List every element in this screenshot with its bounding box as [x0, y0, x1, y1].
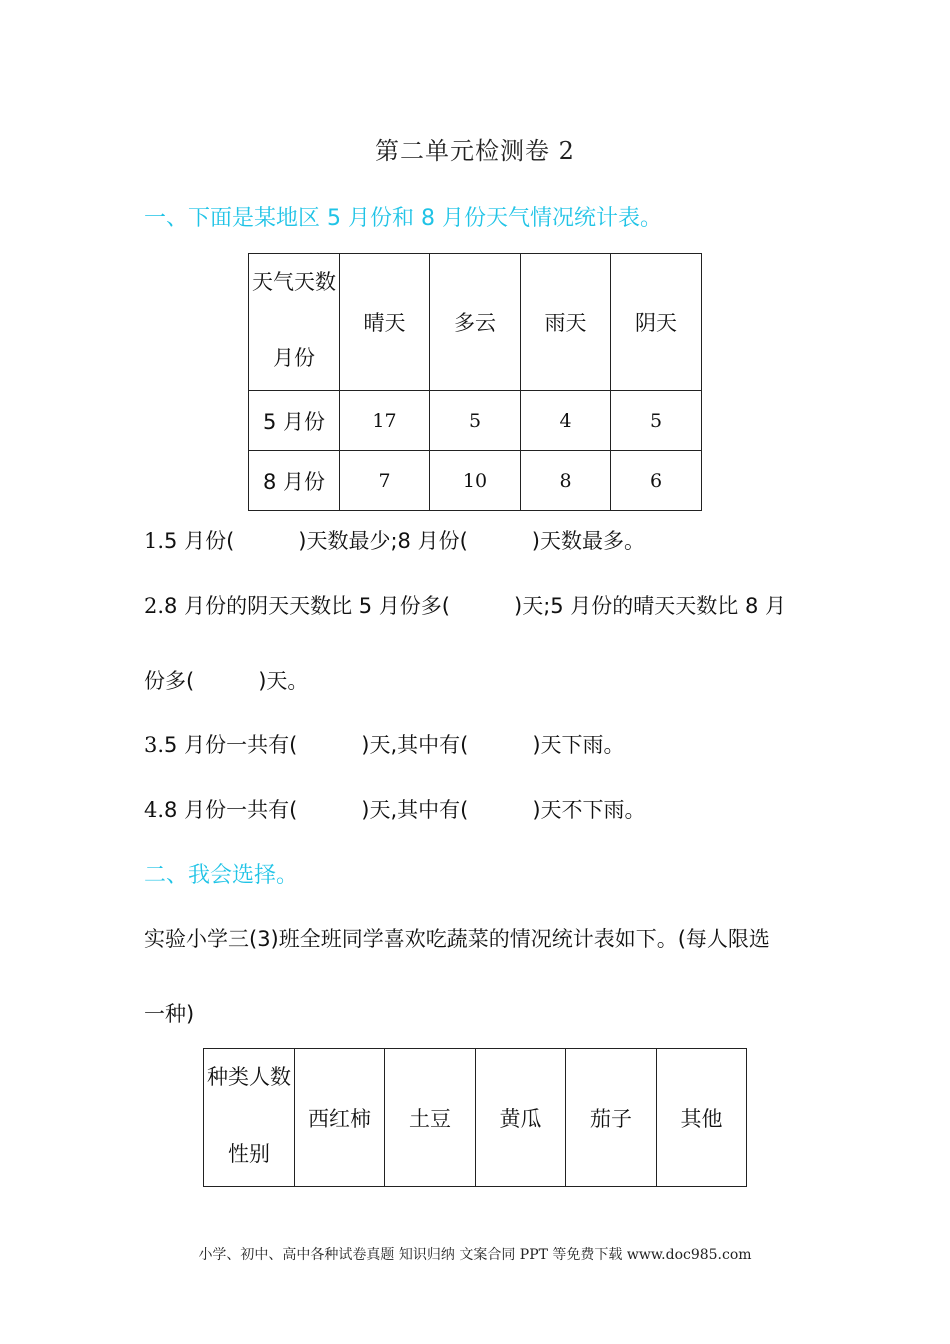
- header-cloudy: 多云: [430, 254, 521, 391]
- section-2-intro-continued: 一种): [144, 1002, 195, 1026]
- section-1-heading: 一、下面是某地区 5 月份和 8 月份天气情况统计表。: [144, 206, 662, 231]
- cell-may-cloudy: 5: [430, 391, 521, 451]
- page-title: 第二单元检测卷 2: [375, 137, 575, 165]
- cell-may-rainy: 4: [521, 391, 611, 451]
- question-number: 3.: [144, 733, 165, 757]
- cell-aug-cloudy: 10: [430, 451, 521, 511]
- corner-bottom-label: 性别: [228, 1142, 270, 1166]
- weather-table-corner-cell: [249, 254, 340, 391]
- header-potato: 土豆: [385, 1049, 476, 1187]
- section-2-intro: 实验小学三(3)班全班同学喜欢吃蔬菜的情况统计表如下。(每人限选: [144, 927, 770, 951]
- cell-aug-overcast: 6: [611, 451, 702, 511]
- question-number: 1.: [144, 529, 165, 553]
- question-number: 2.: [144, 594, 165, 618]
- corner-top-label: 天气天数: [252, 270, 336, 294]
- header-eggplant: 茄子: [566, 1049, 657, 1187]
- question-2-continued: 份多( )天。: [144, 669, 309, 693]
- header-tomato: 西红柿: [295, 1049, 385, 1187]
- header-cucumber: 黄瓜: [476, 1049, 566, 1187]
- weather-table: [248, 253, 702, 511]
- row-label-may: 5 月份: [249, 391, 340, 451]
- question-3: 3.5 月份一共有( )天,其中有( )天下雨。: [144, 733, 625, 757]
- vegetable-table: [203, 1048, 747, 1187]
- question-number: 4.: [144, 798, 165, 822]
- table-row: [249, 391, 702, 451]
- weather-table-header-row: [249, 254, 702, 391]
- corner-top-label: 种类人数: [207, 1065, 291, 1089]
- table-row: [249, 451, 702, 511]
- page-footer: 小学、初中、高中各种试卷真题 知识归纳 文案合同 PPT 等免费下载 www.doc985.com: [198, 1247, 752, 1263]
- corner-bottom-label: 月份: [273, 346, 315, 370]
- vegetable-table-corner-cell: [204, 1049, 295, 1187]
- cell-may-overcast: 5: [611, 391, 702, 451]
- section-2-heading: 二、我会选择。: [144, 863, 299, 888]
- header-other: 其他: [657, 1049, 747, 1187]
- cell-aug-rainy: 8: [521, 451, 611, 511]
- cell-may-sunny: 17: [340, 391, 430, 451]
- header-rainy: 雨天: [521, 254, 611, 391]
- vegetable-table-header-row: [204, 1049, 747, 1187]
- question-4: 4.8 月份一共有( )天,其中有( )天不下雨。: [144, 798, 646, 822]
- question-1: 1.5 月份( )天数最少;8 月份( )天数最多。: [144, 529, 645, 553]
- question-2: 2.8 月份的阴天天数比 5 月份多( )天;5 月份的晴天天数比 8 月: [144, 594, 787, 618]
- header-sunny: 晴天: [340, 254, 430, 391]
- cell-aug-sunny: 7: [340, 451, 430, 511]
- row-label-august: 8 月份: [249, 451, 340, 511]
- header-overcast: 阴天: [611, 254, 702, 391]
